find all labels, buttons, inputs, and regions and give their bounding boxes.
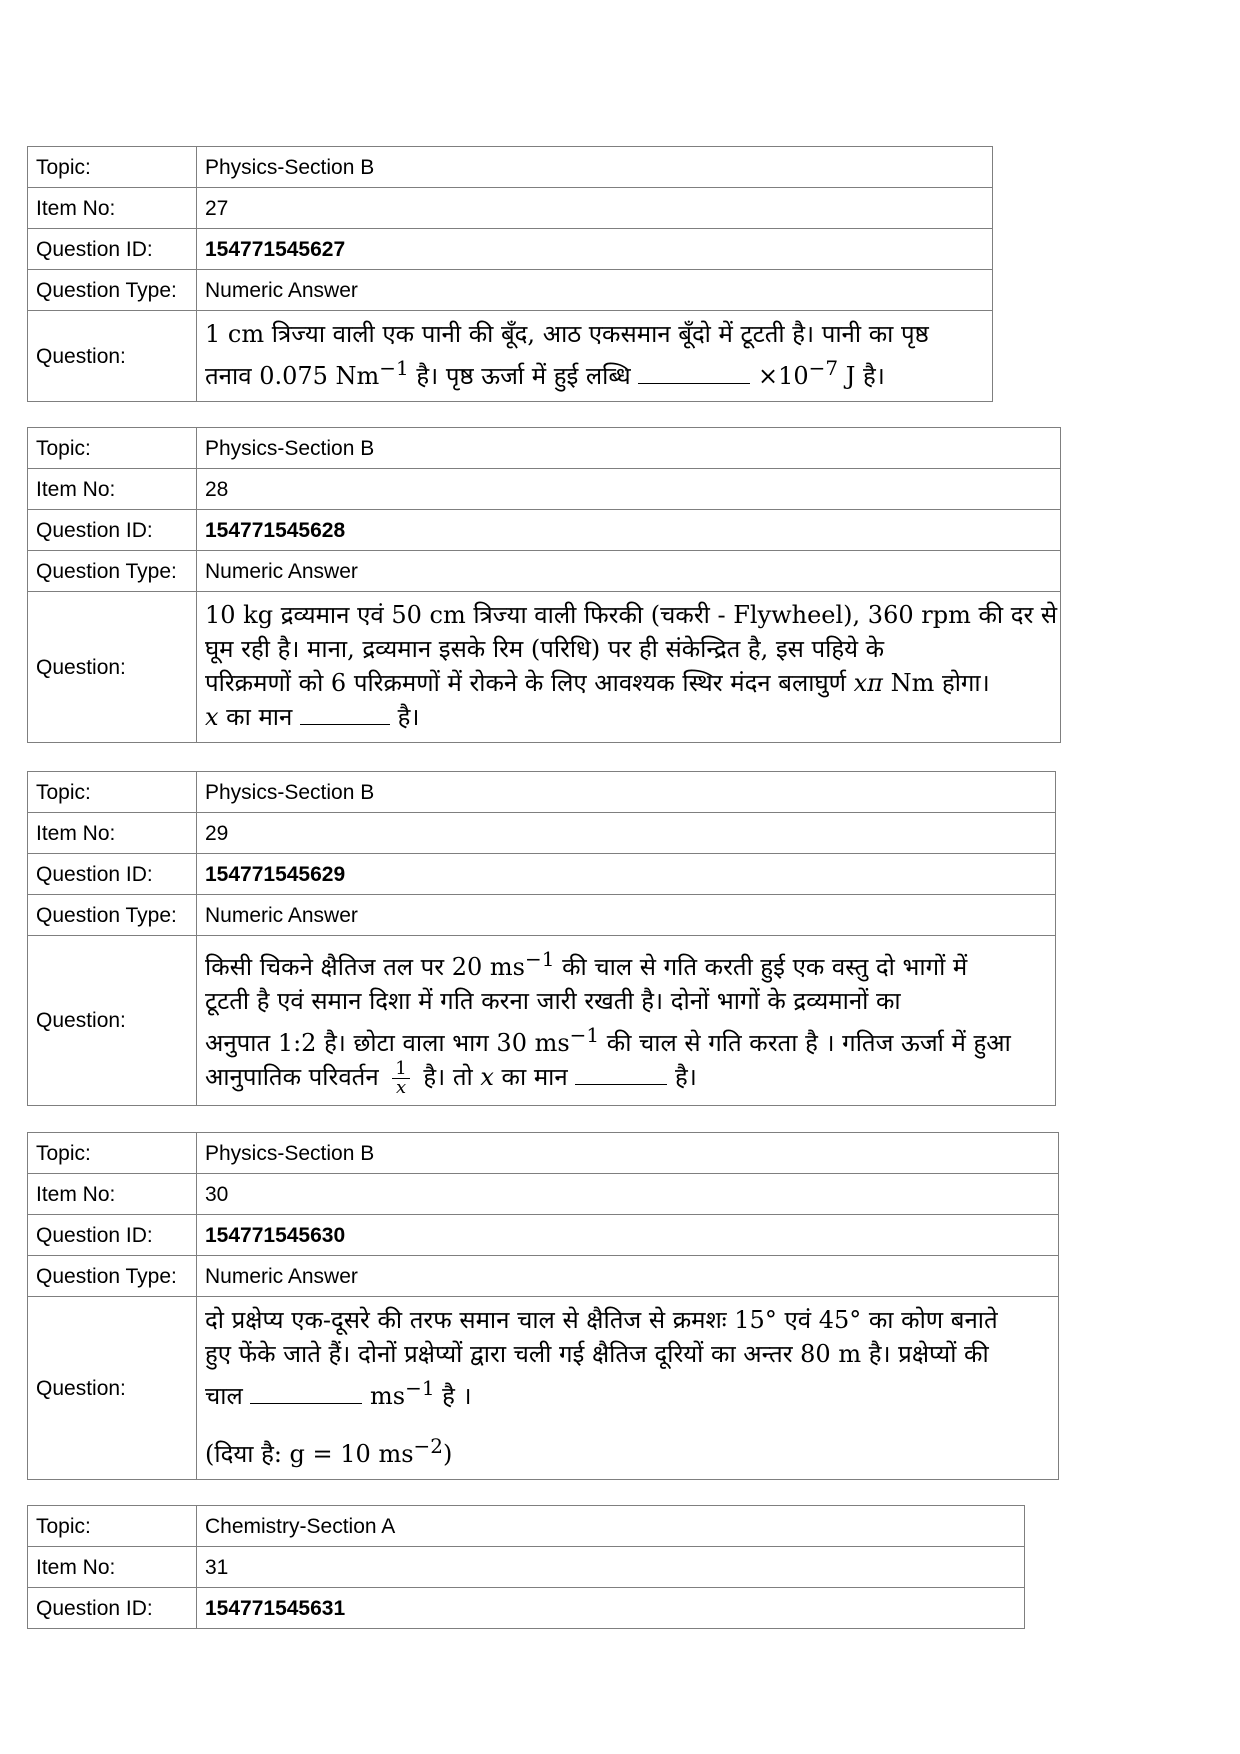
text-run: ms: [362, 1382, 406, 1410]
topic-row: [28, 772, 1056, 813]
topic-label: Topic:: [28, 1506, 197, 1547]
question-id-value: 154771545628: [197, 510, 1061, 551]
question-card-30: [27, 1132, 1059, 1480]
question-row: [28, 592, 1061, 743]
text-run: ×10: [750, 362, 809, 390]
text-run: चाल: [205, 1382, 251, 1410]
text-run: Nm होगा।: [882, 669, 990, 697]
topic-value: Physics-Section B: [197, 428, 1061, 469]
item-no-label: Item No:: [28, 469, 197, 510]
item-no-value: 30: [197, 1174, 1059, 1215]
answer-blank: [638, 361, 750, 384]
topic-row: [28, 1506, 1025, 1547]
item-no-row: [28, 1547, 1025, 1588]
math-variable: x: [205, 703, 219, 731]
answer-blank: [575, 1062, 667, 1085]
fraction: [392, 1060, 409, 1097]
question-line: 10 kg द्रव्यमान एवं 50 cm त्रिज्या वाली फिरकी (चकरी - Flywheel), 360 rpm की दर से: [205, 601, 1058, 629]
text-run: है ।: [434, 1382, 472, 1410]
question-line: [205, 1371, 1050, 1413]
text-run: का मान: [218, 703, 300, 731]
question-card-27: [27, 146, 993, 402]
superscript: −1: [569, 1023, 600, 1047]
answer-blank: [300, 702, 390, 725]
item-no-value: 31: [197, 1547, 1025, 1588]
topic-row: [28, 428, 1061, 469]
item-no-value: 28: [197, 469, 1061, 510]
question-label: Question:: [28, 311, 197, 402]
question-type-label: Question Type:: [28, 270, 197, 311]
text-run: J है।: [838, 362, 885, 390]
question-label: Question:: [28, 592, 197, 743]
text-run: तनाव 0.075 Nm: [205, 362, 380, 390]
text-run: किसी चिकने क्षैतिज तल पर 20 ms: [205, 953, 525, 981]
question-line: [205, 666, 1052, 700]
question-id-value: 154771545627: [197, 229, 993, 270]
item-no-label: Item No:: [28, 1547, 197, 1588]
superscript: −7: [808, 356, 839, 380]
item-no-row: [28, 188, 993, 229]
question-type-value: Numeric Answer: [197, 270, 993, 311]
question-type-label: Question Type:: [28, 1256, 197, 1297]
question-id-row: [28, 1215, 1059, 1256]
topic-label: Topic:: [28, 772, 197, 813]
answer-blank: [250, 1381, 362, 1404]
text-run: की चाल से गति करती हुई एक वस्तु दो भागों में: [554, 953, 968, 981]
question-text: [197, 311, 993, 402]
math-variable: x: [480, 1063, 494, 1091]
topic-value: Physics-Section B: [197, 772, 1056, 813]
question-id-value: 154771545631: [197, 1588, 1025, 1629]
question-type-label: Question Type:: [28, 895, 197, 936]
topic-value: Physics-Section B: [197, 147, 993, 188]
question-type-value: Numeric Answer: [197, 895, 1056, 936]
text-run: अनुपात 1:2 है। छोटा वाला भाग 30 ms: [205, 1029, 570, 1057]
fraction-denominator: x: [395, 1077, 407, 1098]
text-run: की चाल से गति करता है । गतिज ऊर्जा में हुआ: [599, 1029, 1011, 1057]
topic-label: Topic:: [28, 1133, 197, 1174]
topic-row: [28, 147, 993, 188]
topic-value: Chemistry-Section A: [197, 1506, 1025, 1547]
question-id-row: [28, 229, 993, 270]
question-id-label: Question ID:: [28, 1588, 197, 1629]
text-run: का मान: [493, 1063, 576, 1091]
question-id-row: [28, 854, 1056, 895]
topic-row: [28, 1133, 1059, 1174]
question-line: [205, 351, 984, 393]
question-row: [28, 936, 1056, 1106]
item-no-value: 29: [197, 813, 1056, 854]
question-line: हुए फेंके जाते हैं। दोनों प्रक्षेप्यों द्वारा चली गई क्षैतिज दूरियों का अन्तर 80 m है। प्रक्षेप्यों की: [205, 1340, 989, 1368]
question-label: Question:: [28, 1297, 197, 1480]
topic-label: Topic:: [28, 428, 197, 469]
item-no-label: Item No:: [28, 188, 197, 229]
question-line: [205, 700, 1052, 734]
text-run: है। पृष्ठ ऊर्जा में हुई लब्धि: [408, 362, 639, 390]
question-line: [205, 942, 1047, 984]
question-line: [205, 1018, 1047, 1060]
superscript: −1: [525, 947, 555, 971]
question-line: [205, 1060, 1047, 1097]
math-variable: xπ: [853, 669, 883, 697]
text-run: परिक्रमणों को 6 परिक्रमणों में रोकने के लिए आवश्यक स्थिर मंदन बलाघुर्ण: [205, 669, 854, 697]
question-type-value: Numeric Answer: [197, 1256, 1059, 1297]
text-run: है।: [389, 703, 420, 731]
question-card-31: [27, 1505, 1025, 1629]
item-no-row: [28, 813, 1056, 854]
question-text: [197, 592, 1061, 743]
question-id-value: 154771545630: [197, 1215, 1059, 1256]
question-id-label: Question ID:: [28, 229, 197, 270]
topic-value: Physics-Section B: [197, 1133, 1059, 1174]
text-run: है। तो: [415, 1063, 481, 1091]
question-text: [197, 936, 1056, 1106]
question-id-label: Question ID:: [28, 510, 197, 551]
text-run: (दिया है: g = 10 ms: [205, 1440, 414, 1468]
item-no-row: [28, 469, 1061, 510]
question-line: [205, 1429, 1050, 1471]
question-line: दो प्रक्षेप्य एक-दूसरे की तरफ समान चाल से क्षैतिज से क्रमशः 15° एवं 45° का कोण बनाते: [205, 1306, 998, 1334]
superscript: −2: [413, 1434, 444, 1458]
item-no-label: Item No:: [28, 1174, 197, 1215]
question-type-row: [28, 551, 1061, 592]
question-id-value: 154771545629: [197, 854, 1056, 895]
question-type-value: Numeric Answer: [197, 551, 1061, 592]
question-type-label: Question Type:: [28, 551, 197, 592]
question-id-label: Question ID:: [28, 1215, 197, 1256]
superscript: −1: [405, 1376, 435, 1400]
question-id-row: [28, 1588, 1025, 1629]
item-no-label: Item No:: [28, 813, 197, 854]
item-no-row: [28, 1174, 1059, 1215]
text-run: आनुपातिक परिवर्तन: [205, 1063, 387, 1091]
question-type-row: [28, 270, 993, 311]
question-label: Question:: [28, 936, 197, 1106]
question-line: घूम रही है। माना, द्रव्यमान इसके रिम (परिधि) पर ही संकेन्द्रित है, इस पहिये के: [205, 635, 885, 663]
question-card-29: [27, 771, 1056, 1106]
question-id-row: [28, 510, 1061, 551]
item-no-value: 27: [197, 188, 993, 229]
question-type-row: [28, 895, 1056, 936]
question-line: टूटती है एवं समान दिशा में गति करना जारी रखती है। दोनों भागों के द्रव्यमानों का: [205, 987, 901, 1015]
topic-label: Topic:: [28, 147, 197, 188]
question-id-label: Question ID:: [28, 854, 197, 895]
question-card-28: [27, 427, 1061, 743]
question-row: [28, 311, 993, 402]
question-row: [28, 1297, 1059, 1480]
fraction-numerator: 1: [392, 1060, 409, 1079]
text-run: ): [443, 1440, 453, 1468]
question-text: [197, 1297, 1059, 1480]
question-type-row: [28, 1256, 1059, 1297]
superscript: −1: [379, 356, 409, 380]
question-line: 1 cm त्रिज्या वाली एक पानी की बूँद, आठ एकसमान बूँदो में टूटती है। पानी का पृष्ठ: [205, 320, 929, 348]
text-run: है।: [667, 1063, 697, 1091]
